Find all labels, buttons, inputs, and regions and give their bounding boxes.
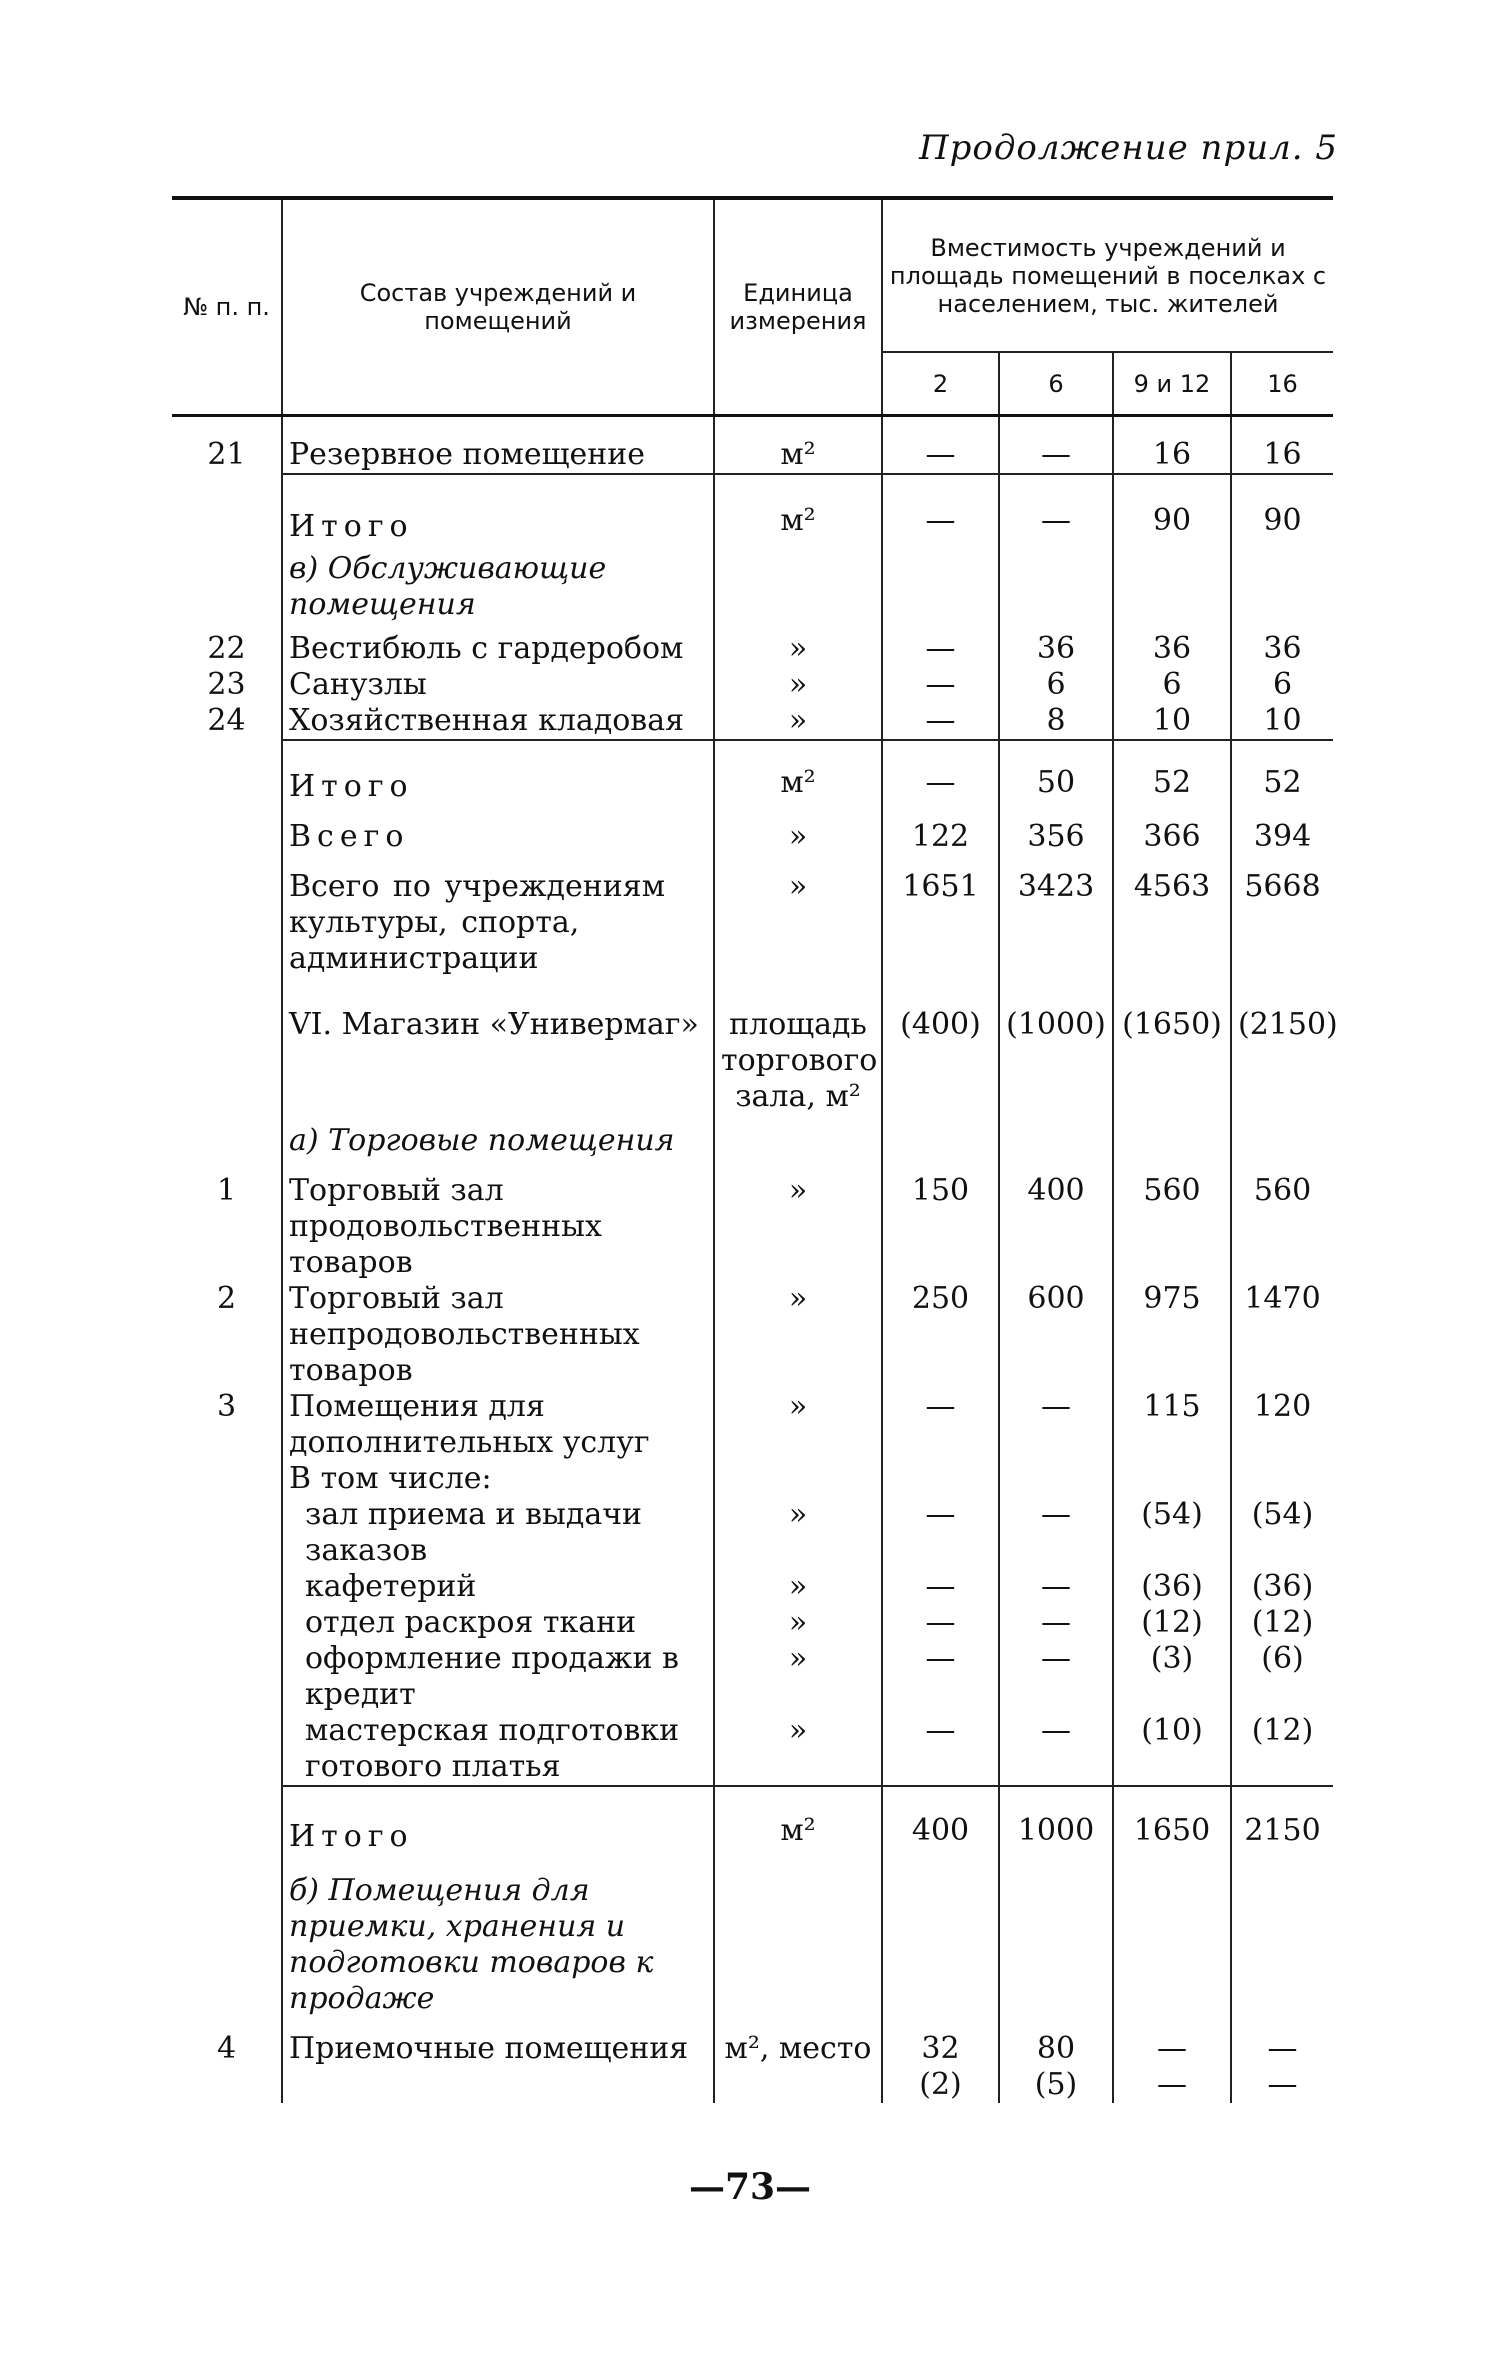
table-row [172,1605,1333,1641]
row-number [172,474,282,495]
row-unit: » [714,805,882,855]
row-value-pop-2: 122 [882,805,999,855]
row-value-pop-2: 150 [882,1159,999,1281]
row-description: Вестибюль с гардеробом [282,623,714,667]
row-value-pop-6: — [999,1569,1113,1605]
table-row [172,855,1333,977]
row-value-pop-9-12: 16 [1113,437,1231,474]
row-value-pop-2: — [882,495,999,545]
spacer-row [172,416,1333,438]
table-row [172,1461,1333,1497]
row-number: 24 [207,703,246,738]
row-value-pop-16: 90 [1231,495,1333,545]
row-value-pop-6: — [999,1497,1113,1569]
row-number [172,977,282,1115]
table-row [172,437,1333,474]
row-value-pop-2 [882,1786,999,1807]
table-row [172,1807,1333,1855]
row-description: Итого [282,1807,714,1855]
table-section-row [172,1115,1333,1159]
table-header-row [172,198,1333,352]
table-row [172,761,1333,805]
row-unit: » [714,855,882,977]
col-header-pop-16: 16 [1231,352,1333,415]
row-description: зал приема и выдачи заказов [282,1497,714,1569]
rooms-table [172,196,1338,2103]
row-value-pop-6: 400 [999,1159,1113,1281]
row-unit: » [714,1569,882,1605]
row-number [172,1786,282,1807]
spacer-row [172,740,1333,761]
row-number: 3 [216,1389,237,1424]
table-row [172,1569,1333,1605]
row-unit [714,1855,882,2017]
table-section-row [172,545,1333,623]
row-value-pop-6 [999,1115,1113,1159]
row-value-pop-9-12: 6 [1113,667,1231,703]
row-number [172,495,282,545]
row-value-pop-16 [1231,1786,1333,1807]
row-number [172,761,282,805]
row-unit [714,474,882,495]
row-unit: » [714,1713,882,1786]
row-description: кафетерий [282,1569,714,1605]
row-number [172,1855,282,2017]
row-value-pop-16: 560 [1231,1159,1333,1281]
row-number: 23 [207,667,246,702]
row-value-pop-2 [882,545,999,623]
row-value-pop-9-12 [1113,416,1231,438]
row-value-pop-9-12: (1650) [1113,977,1231,1115]
row-unit: м² [714,1807,882,1855]
row-description [282,416,714,438]
row-description: Санузлы [282,667,714,703]
row-value-pop-9-12: (12) [1113,1605,1231,1641]
row-value-pop-6: — [999,1605,1113,1641]
row-value-pop-16: 394 [1231,805,1333,855]
table-row [172,2017,1333,2103]
row-number [172,805,282,855]
row-value-pop-2: 400 [882,1807,999,1855]
row-value-pop-9-12: 560 [1113,1159,1231,1281]
row-unit: » [714,1281,882,1389]
row-value-pop-6: — [999,437,1113,474]
row-value-pop-9-12: 975 [1113,1281,1231,1389]
row-description: Резервное помещение [282,437,714,474]
row-value-pop-2: — [882,703,999,740]
row-value-pop-9-12: (36) [1113,1569,1231,1605]
row-value-pop-16: (12) [1231,1605,1333,1641]
row-number: 4 [216,2031,237,2066]
row-value-pop-9-12: 115 [1113,1389,1231,1461]
row-number: 1 [216,1173,237,1208]
table-row [172,1281,1333,1389]
col-header-unit: Единица измерения [714,198,882,416]
row-value-pop-2: — [882,437,999,474]
row-value-pop-2: 32 (2) [882,2017,999,2103]
row-description: Всего по учреждениям культуры, спорта, администрации [282,855,714,977]
row-value-pop-2 [882,740,999,761]
row-number [172,416,282,438]
row-unit: » [714,623,882,667]
table-row [172,623,1333,667]
row-value-pop-16: (54) [1231,1497,1333,1569]
row-value-pop-9-12: 36 [1113,623,1231,667]
row-value-pop-6 [999,1461,1113,1497]
row-value-pop-2: 250 [882,1281,999,1389]
row-value-pop-6: 80 (5) [999,2017,1113,2103]
row-unit: » [714,1389,882,1461]
row-value-pop-9-12: 90 [1113,495,1231,545]
row-value-pop-9-12: 10 [1113,703,1231,740]
row-value-pop-9-12 [1113,1115,1231,1159]
row-value-pop-9-12 [1113,1855,1231,2017]
row-number [172,740,282,761]
table-row [172,977,1333,1115]
row-value-pop-9-12: (3) [1113,1641,1231,1713]
table-row [172,1389,1333,1461]
row-unit: м² [714,495,882,545]
row-value-pop-2: — [882,1389,999,1461]
row-number [172,855,282,977]
row-description: В том числе: [282,1461,714,1497]
row-unit: м², место [714,2017,882,2103]
row-unit: » [714,703,882,740]
row-description: Итого [282,761,714,805]
row-value-pop-6: (1000) [999,977,1113,1115]
row-value-pop-16: 36 [1231,623,1333,667]
row-description: Итого [282,495,714,545]
row-description: отдел раскроя ткани [282,1605,714,1641]
row-description: Торговый зал продовольственных товаров [282,1159,714,1281]
table-row [172,667,1333,703]
row-value-pop-16: (36) [1231,1569,1333,1605]
row-value-pop-2: — [882,1569,999,1605]
row-description: оформление продажи в кредит [282,1641,714,1713]
row-description: б) Помещения для приемки, хранения и подготовки товаров к продаже [282,1855,714,2017]
row-number [172,545,282,623]
row-value-pop-6: 3423 [999,855,1113,977]
row-value-pop-16: 1470 [1231,1281,1333,1389]
row-value-pop-16: 6 [1231,667,1333,703]
row-value-pop-6: 600 [999,1281,1113,1389]
row-value-pop-6: 36 [999,623,1113,667]
row-number: 2 [216,1281,237,1316]
table-row [172,1497,1333,1569]
row-description: Всего [282,805,714,855]
row-value-pop-16: 2150 [1231,1807,1333,1855]
row-value-pop-2 [882,1115,999,1159]
row-unit: » [714,1605,882,1641]
table-row [172,1641,1333,1713]
row-unit [714,1115,882,1159]
row-number: 21 [207,437,246,472]
row-value-pop-9-12 [1113,1461,1231,1497]
row-description: а) Торговые помещения [282,1115,714,1159]
row-value-pop-9-12: 52 [1113,761,1231,805]
row-value-pop-6: 6 [999,667,1113,703]
row-value-pop-16: 5668 [1231,855,1333,977]
row-description: Хозяйственная кладовая [282,703,714,740]
row-value-pop-6: — [999,495,1113,545]
row-description [282,1786,714,1807]
row-unit: м² [714,437,882,474]
row-value-pop-9-12 [1113,740,1231,761]
row-value-pop-6 [999,416,1113,438]
row-value-pop-6 [999,545,1113,623]
row-value-pop-9-12 [1113,545,1231,623]
col-header-pop-6: 6 [999,352,1113,415]
row-unit [714,740,882,761]
col-header-composition: Состав учреждений и помещений [282,198,714,416]
table-row [172,805,1333,855]
col-header-num: № п. п. [172,198,282,416]
row-value-pop-9-12 [1113,1786,1231,1807]
row-value-pop-16: (12) [1231,1713,1333,1786]
row-unit: м² [714,761,882,805]
row-value-pop-9-12: (10) [1113,1713,1231,1786]
row-value-pop-16: 120 [1231,1389,1333,1461]
row-value-pop-6: 356 [999,805,1113,855]
row-value-pop-16: — — [1231,2017,1333,2103]
row-value-pop-2: — [882,1605,999,1641]
row-value-pop-9-12: — — [1113,2017,1231,2103]
row-value-pop-16 [1231,740,1333,761]
row-number [172,1461,282,1497]
table-row [172,1159,1333,1281]
row-number [172,1641,282,1713]
row-value-pop-16: 52 [1231,761,1333,805]
row-number [172,1605,282,1641]
row-value-pop-16 [1231,545,1333,623]
row-value-pop-2 [882,1461,999,1497]
row-value-pop-2: — [882,1497,999,1569]
row-value-pop-6 [999,1786,1113,1807]
row-description: Приемочные помещения [282,2017,714,2103]
row-value-pop-6: — [999,1641,1113,1713]
row-value-pop-9-12: 1650 [1113,1807,1231,1855]
row-value-pop-9-12 [1113,474,1231,495]
row-value-pop-2 [882,1855,999,2017]
row-unit [714,416,882,438]
row-description: мастерская подготовки готового платья [282,1713,714,1786]
row-value-pop-9-12: 366 [1113,805,1231,855]
row-description: Торговый зал непродовольственных товаров [282,1281,714,1389]
row-value-pop-6: — [999,1389,1113,1461]
row-value-pop-16: 16 [1231,437,1333,474]
continuation-title: Продолжение прил. 5 [919,128,1338,168]
row-value-pop-6: 50 [999,761,1113,805]
row-description: Помещения для дополнительных услуг [282,1389,714,1461]
row-value-pop-16: (6) [1231,1641,1333,1713]
row-value-pop-16 [1231,1855,1333,2017]
row-number [172,1807,282,1855]
row-value-pop-2 [882,416,999,438]
row-description [282,474,714,495]
row-number [172,1713,282,1786]
row-description [282,740,714,761]
row-value-pop-2: 1651 [882,855,999,977]
row-number [172,1497,282,1569]
row-value-pop-16: (2150) [1231,977,1333,1115]
row-value-pop-2: (400) [882,977,999,1115]
row-value-pop-2: — [882,623,999,667]
row-value-pop-16 [1231,1461,1333,1497]
row-description: в) Обслуживающие помещения [282,545,714,623]
table-row [172,495,1333,545]
row-value-pop-6: — [999,1713,1113,1786]
row-unit [714,545,882,623]
row-unit: » [714,1497,882,1569]
row-value-pop-6 [999,474,1113,495]
row-number: 22 [207,631,246,666]
col-header-pop-9-12: 9 и 12 [1113,352,1231,415]
row-unit: площадь торгового зала, м² [714,977,882,1115]
row-number [172,1115,282,1159]
row-value-pop-6 [999,1855,1113,2017]
page-number: —73— [688,2166,812,2208]
row-unit [714,1786,882,1807]
row-number [172,1569,282,1605]
row-value-pop-2: — [882,761,999,805]
row-value-pop-6: 1000 [999,1807,1113,1855]
row-value-pop-2: — [882,1713,999,1786]
row-unit: » [714,1641,882,1713]
row-value-pop-16 [1231,416,1333,438]
row-value-pop-2: — [882,1641,999,1713]
table-row [172,703,1333,740]
spacer-row [172,474,1333,495]
row-value-pop-2 [882,474,999,495]
row-unit: » [714,667,882,703]
row-value-pop-16: 10 [1231,703,1333,740]
row-value-pop-9-12: (54) [1113,1497,1231,1569]
row-unit: » [714,1159,882,1281]
row-value-pop-16 [1231,1115,1333,1159]
row-value-pop-16 [1231,474,1333,495]
row-value-pop-6 [999,740,1113,761]
table-row [172,1713,1333,1786]
row-value-pop-2: — [882,667,999,703]
row-description: VI. Магазин «Универмаг» [282,977,714,1115]
row-unit [714,1461,882,1497]
row-value-pop-6: 8 [999,703,1113,740]
row-value-pop-9-12: 4563 [1113,855,1231,977]
col-header-capacity: Вместимость учреждений и площадь помещений в поселках с населением, тыс. жителей [882,198,1333,352]
table-section-row [172,1855,1333,2017]
col-header-pop-2: 2 [882,352,999,415]
spacer-row [172,1786,1333,1807]
